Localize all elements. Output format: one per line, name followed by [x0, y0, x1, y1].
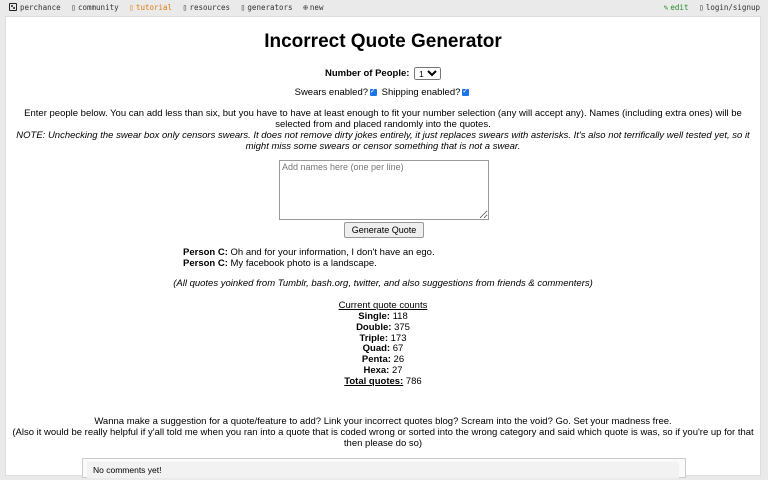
nav-resources[interactable]	[183, 3, 230, 12]
count-row-double	[6, 322, 760, 333]
note-line-1: NOTE: Unchecking the swear box only censors swears. It does not remove dirty jokes entirely, it just replaces swears with asterisks. It's also not terrifically well tested yet, so it	[16, 130, 750, 141]
count-value: 27	[391, 365, 403, 376]
nav-left	[9, 0, 329, 16]
count-value: 26	[393, 354, 405, 365]
count-row-quad	[6, 343, 760, 354]
people-select[interactable]	[414, 67, 441, 80]
names-input[interactable]	[279, 160, 489, 220]
counts-heading: Current quote counts	[338, 300, 428, 311]
nav-resources-label: resources	[189, 3, 231, 12]
count-row-penta	[6, 354, 760, 365]
generators-icon: ▯	[240, 3, 246, 12]
quote-speaker: Person C:	[183, 258, 228, 269]
generator-panel	[5, 16, 761, 476]
suggestion-line-1: Wanna make a suggestion for a quote/feature to add? Link your incorrect quotes blog? Scream into the void? Go. Set your madness free.	[94, 416, 672, 427]
count-row-total	[6, 376, 760, 387]
edit-icon: ✎	[663, 3, 669, 12]
count-value: 67	[392, 343, 404, 354]
count-label: Single:	[358, 311, 390, 322]
total-label: Total quotes:	[344, 376, 404, 387]
people-label: Number of People:	[324, 68, 410, 80]
resources-icon: ▯	[182, 3, 188, 12]
nav-login[interactable]	[699, 3, 760, 12]
count-value: 375	[394, 322, 410, 333]
plus-circle-icon: ⊕	[303, 3, 308, 12]
nav-tutorial[interactable]	[129, 3, 172, 12]
quote-text: My facebook photo is a landscape.	[230, 258, 377, 269]
nav-generators-label: generators	[247, 3, 293, 12]
count-row-single	[6, 311, 760, 322]
nav-new[interactable]	[303, 3, 323, 12]
swears-checkbox[interactable]	[370, 89, 377, 96]
nav-generators[interactable]	[241, 3, 293, 12]
quote-text: Oh and for your information, I don't have an ego.	[230, 247, 435, 258]
comments-empty-text: No comments yet!	[87, 462, 679, 478]
suggestion-line-3: then please do so)	[343, 438, 423, 449]
nav-right	[664, 0, 760, 16]
nav-tutorial-label: tutorial	[135, 3, 173, 12]
quote-speaker: Person C:	[183, 247, 228, 258]
note-line-2: might miss some swears or censor something that is not a swear.	[245, 141, 521, 152]
nav-edit-label: edit	[670, 3, 689, 12]
nav-perchance[interactable]	[9, 3, 61, 12]
nav-new-label: new	[309, 3, 324, 12]
generate-quote-button[interactable]: Generate Quote	[344, 222, 424, 238]
instructions-line-2: selected from and placed randomly into the quotes.	[275, 119, 491, 130]
swears-label: Swears enabled?	[294, 87, 369, 98]
page-title: Incorrect Quote Generator	[264, 31, 502, 52]
shipping-label: Shipping enabled?	[381, 87, 461, 98]
toggles-row	[6, 87, 760, 98]
count-label: Penta:	[361, 354, 391, 365]
nav-perchance-label: perchance	[20, 3, 61, 12]
count-label: Double:	[356, 322, 392, 333]
dice-icon	[9, 3, 17, 11]
nav-login-label: login/signup	[705, 3, 760, 12]
count-label: Quad:	[362, 343, 391, 354]
instructions-line-1: Enter people below. You can add less than six, but you have to have at least enough to fit your number selection (any will accept any). Names (including extra ones) will be	[24, 108, 742, 119]
count-value: 173	[390, 333, 407, 344]
community-icon: ▯	[71, 3, 76, 12]
quote-line-2	[183, 258, 377, 269]
nav-community-label: community	[77, 3, 119, 12]
top-nav-bar	[0, 0, 768, 16]
people-row	[6, 67, 760, 80]
tutorial-icon: ▯	[129, 3, 134, 12]
shipping-checkbox[interactable]	[462, 89, 469, 96]
count-label: Triple:	[359, 333, 388, 344]
count-row-hexa	[6, 365, 760, 376]
login-icon: ▯	[698, 3, 704, 12]
nav-edit[interactable]	[664, 3, 689, 12]
quote-line-1	[183, 247, 435, 258]
count-value: 118	[392, 311, 408, 322]
nav-community[interactable]	[71, 3, 118, 12]
suggestion-line-2: (Also it would be really helpful if y'all told me when you ran into a quote that is coded wrong or sorted into the wrong category and said which quote is was, so if you're up for that	[12, 427, 754, 438]
count-label: Hexa:	[363, 365, 390, 376]
comments-section	[82, 458, 686, 478]
credits-text: (All quotes yoinked from Tumblr, bash.org, twitter, and also suggestions from friends & commenters)	[173, 278, 593, 289]
total-value: 786	[405, 376, 422, 387]
